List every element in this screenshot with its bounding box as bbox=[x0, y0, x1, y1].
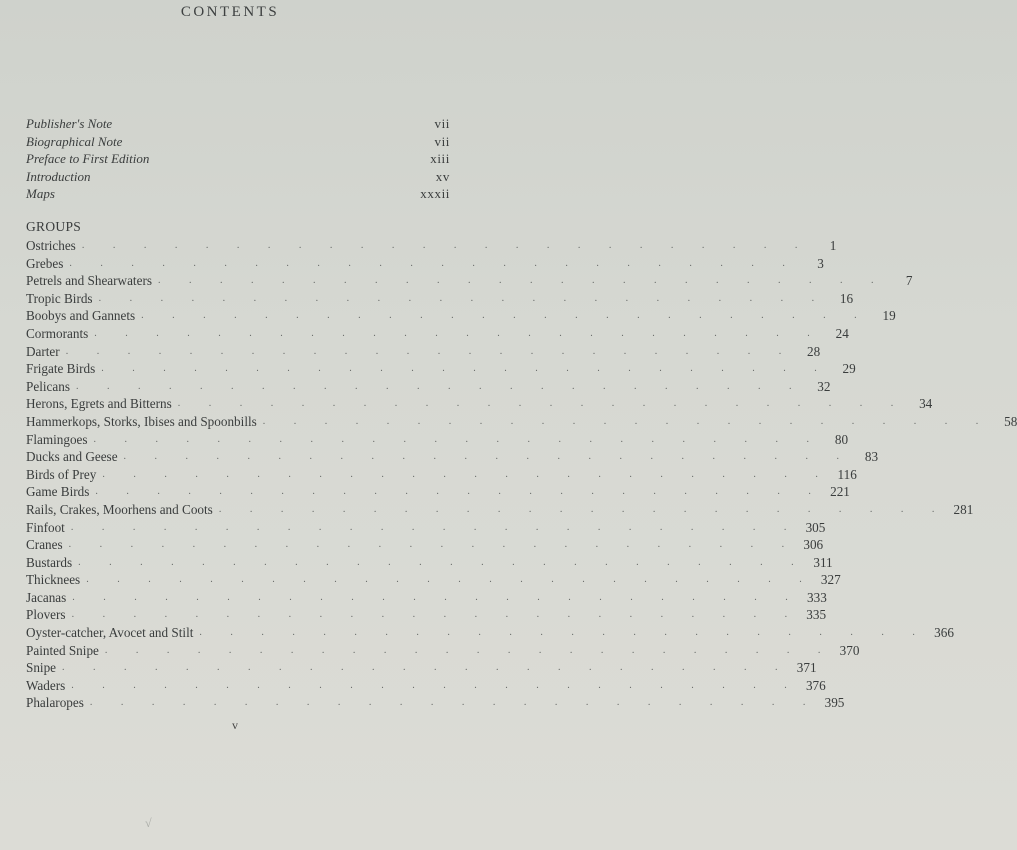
toc-entry bbox=[26, 606, 827, 624]
toc-entry-title: Petrels and Shearwaters bbox=[26, 273, 152, 289]
toc-entry-page: 3 bbox=[817, 255, 824, 271]
dot-leader: . . . . . . . . . . . . . . . . . . . . . . . . bbox=[101, 363, 830, 375]
dot-leader: . . . . . . . . . . . . . . . . . . . . . . . . bbox=[69, 257, 798, 269]
toc-entry-title: Ducks and Geese bbox=[26, 449, 118, 465]
toc-entry bbox=[26, 360, 856, 378]
toc-entry-page: 83 bbox=[864, 449, 879, 465]
toc-entry-title: Thicknees bbox=[26, 572, 81, 588]
dot-leader: . . . . . . . . . . . . . . . . . . . . . . . . bbox=[71, 679, 800, 691]
toc-entry-page: 116 bbox=[837, 466, 857, 482]
prelim-page: xv bbox=[435, 168, 450, 184]
toc-entry-title: Finfoot bbox=[26, 519, 65, 535]
toc-entry-title: Snipe bbox=[26, 660, 57, 676]
dot-leader: . . . . . . . . . . . . . . . . . . . . . . . . bbox=[70, 521, 800, 533]
toc-entry bbox=[26, 677, 826, 695]
toc-entry-title: Herons, Egrets and Bitterns bbox=[26, 396, 172, 412]
toc-entry-title: Bustards bbox=[26, 554, 73, 570]
dot-leader: . . . . . . . . . . . . . . . . . . . . . . . . bbox=[94, 327, 823, 339]
dot-leader: . . . . . . . . . . . . . . . . . . . . . . . . bbox=[81, 240, 811, 251]
toc-entry bbox=[26, 395, 933, 413]
dot-leader: . . . . . . . . . . . . . . . . . . . . . . . . bbox=[262, 415, 992, 427]
toc-entry-page: 34 bbox=[919, 396, 933, 412]
toc-entry bbox=[26, 589, 827, 607]
dot-leader: . . . . . . . . . . . . . . . . . . . . . . . . bbox=[123, 451, 853, 463]
toc-entry-page: 24 bbox=[835, 325, 849, 341]
prelim-entry bbox=[26, 168, 450, 186]
dot-leader: . . . . . . . . . . . . . . . . . . . . . . . . bbox=[89, 697, 819, 709]
toc-entry-title: Rails, Crakes, Moorhens and Coots bbox=[26, 501, 213, 517]
toc-entry-page: 1 bbox=[829, 238, 837, 253]
toc-entry-title: Jacanas bbox=[26, 589, 67, 605]
dot-leader: . . . . . . . . . . . . . . . . . . . . . . . . bbox=[157, 275, 887, 287]
toc-entry bbox=[26, 343, 821, 361]
toc-entry bbox=[26, 519, 826, 537]
toc-entry bbox=[26, 624, 954, 642]
toc-entry bbox=[26, 290, 854, 308]
toc-entry bbox=[26, 237, 837, 255]
toc-entry bbox=[26, 571, 841, 589]
toc-entry bbox=[26, 694, 845, 712]
toc-entry-page: 28 bbox=[807, 343, 821, 359]
toc-entry-title: Plovers bbox=[26, 607, 66, 623]
dot-leader: . . . . . . . . . . . . . . . . . . . . . . . . bbox=[72, 591, 801, 603]
toc-entry-page: 366 bbox=[934, 625, 954, 641]
dot-leader: . . . . . . . . . . . . . . . . . . . . . . . . bbox=[218, 503, 948, 515]
dot-leader: . . . . . . . . . . . . . . . . . . . . . . . . bbox=[71, 609, 801, 621]
prelim-entry bbox=[26, 150, 450, 168]
toc-entry-page: 221 bbox=[830, 484, 850, 500]
groups-list bbox=[26, 237, 1017, 712]
toc-entry-title: Darter bbox=[26, 343, 60, 359]
toc-entry-title: Cormorants bbox=[26, 325, 89, 341]
toc-entry-title: Pelicans bbox=[26, 378, 70, 394]
toc-entry bbox=[26, 413, 1017, 431]
toc-entry bbox=[26, 501, 974, 519]
prelims-list bbox=[26, 115, 450, 203]
toc-entry-title: Grebes bbox=[26, 255, 64, 271]
toc-entry-title: Flamingoes bbox=[26, 431, 88, 447]
dot-leader: . . . . . . . . . . . . . . . . . . . . . . . . bbox=[75, 380, 805, 392]
toc-entry-title: Phalaropes bbox=[26, 695, 84, 711]
toc-entry bbox=[26, 325, 849, 343]
toc-entry-page: 281 bbox=[953, 501, 974, 517]
dot-leader: . . . . . . . . . . . . . . . . . . . . . . . . bbox=[199, 627, 928, 639]
dot-leader: . . . . . . . . . . . . . . . . . . . . . . . . bbox=[93, 433, 823, 445]
dot-leader: . . . . . . . . . . . . . . . . . . . . . . . . bbox=[104, 644, 834, 656]
prelim-page: vii bbox=[434, 116, 450, 131]
toc-entry bbox=[26, 255, 824, 273]
toc-entry-page: 370 bbox=[839, 642, 860, 658]
page-title: CONTENTS bbox=[180, 4, 280, 20]
toc-entry-page: 32 bbox=[817, 378, 831, 394]
toc-entry bbox=[26, 448, 879, 466]
toc-entry-title: Ostriches bbox=[26, 238, 76, 253]
dot-leader: . . . . . . . . . . . . . . . . . . . . . . . . bbox=[86, 574, 815, 586]
toc-entry-title: Hammerkops, Storks, Ibises and Spoonbills bbox=[26, 413, 257, 429]
toc-entry bbox=[26, 378, 831, 396]
toc-entry-title: Waders bbox=[26, 677, 66, 693]
toc-entry-page: 306 bbox=[803, 537, 824, 553]
toc-entry-title: Cranes bbox=[26, 537, 63, 553]
prelim-title: Publisher's Note bbox=[26, 116, 113, 131]
toc-entry bbox=[26, 642, 860, 660]
toc-entry-title: Game Birds bbox=[26, 484, 90, 500]
toc-entry-title: Oyster-catcher, Avocet and Stilt bbox=[26, 625, 194, 641]
dot-leader: . . . . . . . . . . . . . . . . . . . . . . . . bbox=[62, 662, 791, 674]
toc-entry-page: 58 bbox=[1004, 413, 1017, 429]
toc-entry bbox=[26, 554, 833, 572]
toc-entry bbox=[26, 431, 849, 449]
toc-entry-title: Frigate Birds bbox=[26, 361, 96, 377]
page-folio: v bbox=[232, 718, 238, 732]
prelim-title: Introduction bbox=[26, 168, 91, 184]
dot-leader: . . . . . . . . . . . . . . . . . . . . . . . . bbox=[78, 556, 807, 568]
dot-leader: . . . . . . . . . . . . . . . . . . . . . . . . bbox=[141, 310, 870, 322]
prelim-page: xiii bbox=[430, 151, 450, 166]
prelim-page: vii bbox=[434, 133, 450, 149]
dot-leader: . . . . . . . . . . . . . . . . . . . . . . . . bbox=[68, 539, 798, 551]
toc-entry bbox=[26, 466, 857, 484]
toc-entry-title: Tropic Birds bbox=[26, 290, 93, 306]
prelim-title: Biographical Note bbox=[26, 133, 123, 149]
toc-entry-title: Birds of Prey bbox=[26, 466, 97, 482]
toc-entry-title: Painted Snipe bbox=[26, 642, 99, 658]
dot-leader: . . . . . . . . . . . . . . . . . . . . . . . . bbox=[95, 486, 824, 498]
dot-leader: . . . . . . . . . . . . . . . . . . . . . . . . bbox=[65, 345, 795, 357]
section-heading: GROUPS bbox=[26, 219, 82, 234]
toc-entry bbox=[26, 659, 817, 677]
toc-entry-page: 371 bbox=[796, 660, 817, 676]
dot-leader: . . . . . . . . . . . . . . . . . . . . . . . . bbox=[177, 398, 907, 410]
toc-entry-page: 333 bbox=[807, 589, 827, 605]
prelim-entry bbox=[26, 185, 450, 203]
toc-entry-page: 327 bbox=[820, 572, 841, 588]
pencil-mark-icon: √ bbox=[145, 816, 152, 830]
prelim-page: xxxii bbox=[420, 186, 450, 201]
toc-entry-title: Boobys and Gannets bbox=[26, 308, 136, 324]
toc-entry bbox=[26, 272, 913, 290]
dot-leader: . . . . . . . . . . . . . . . . . . . . . . . . bbox=[98, 292, 828, 304]
toc-entry-page: 16 bbox=[839, 290, 854, 306]
toc-entry-page: 335 bbox=[806, 607, 827, 623]
toc-entry bbox=[26, 483, 850, 501]
toc-entry-page: 395 bbox=[824, 695, 845, 711]
prelim-title: Preface to First Edition bbox=[26, 151, 150, 166]
prelim-title: Maps bbox=[26, 186, 55, 201]
toc-entry-page: 311 bbox=[813, 554, 833, 570]
toc-entry bbox=[26, 307, 896, 325]
toc-entry-page: 29 bbox=[842, 361, 856, 377]
toc-entry-page: 305 bbox=[805, 519, 826, 535]
toc-entry-page: 19 bbox=[882, 308, 896, 324]
toc-entry-page: 80 bbox=[834, 431, 849, 447]
prelim-entry bbox=[26, 115, 450, 133]
prelim-entry bbox=[26, 133, 450, 151]
toc-entry bbox=[26, 536, 824, 554]
toc-entry-page: 376 bbox=[805, 677, 826, 693]
toc-entry-page: 7 bbox=[905, 273, 913, 289]
dot-leader: . . . . . . . . . . . . . . . . . . . . . . . . bbox=[102, 468, 831, 480]
